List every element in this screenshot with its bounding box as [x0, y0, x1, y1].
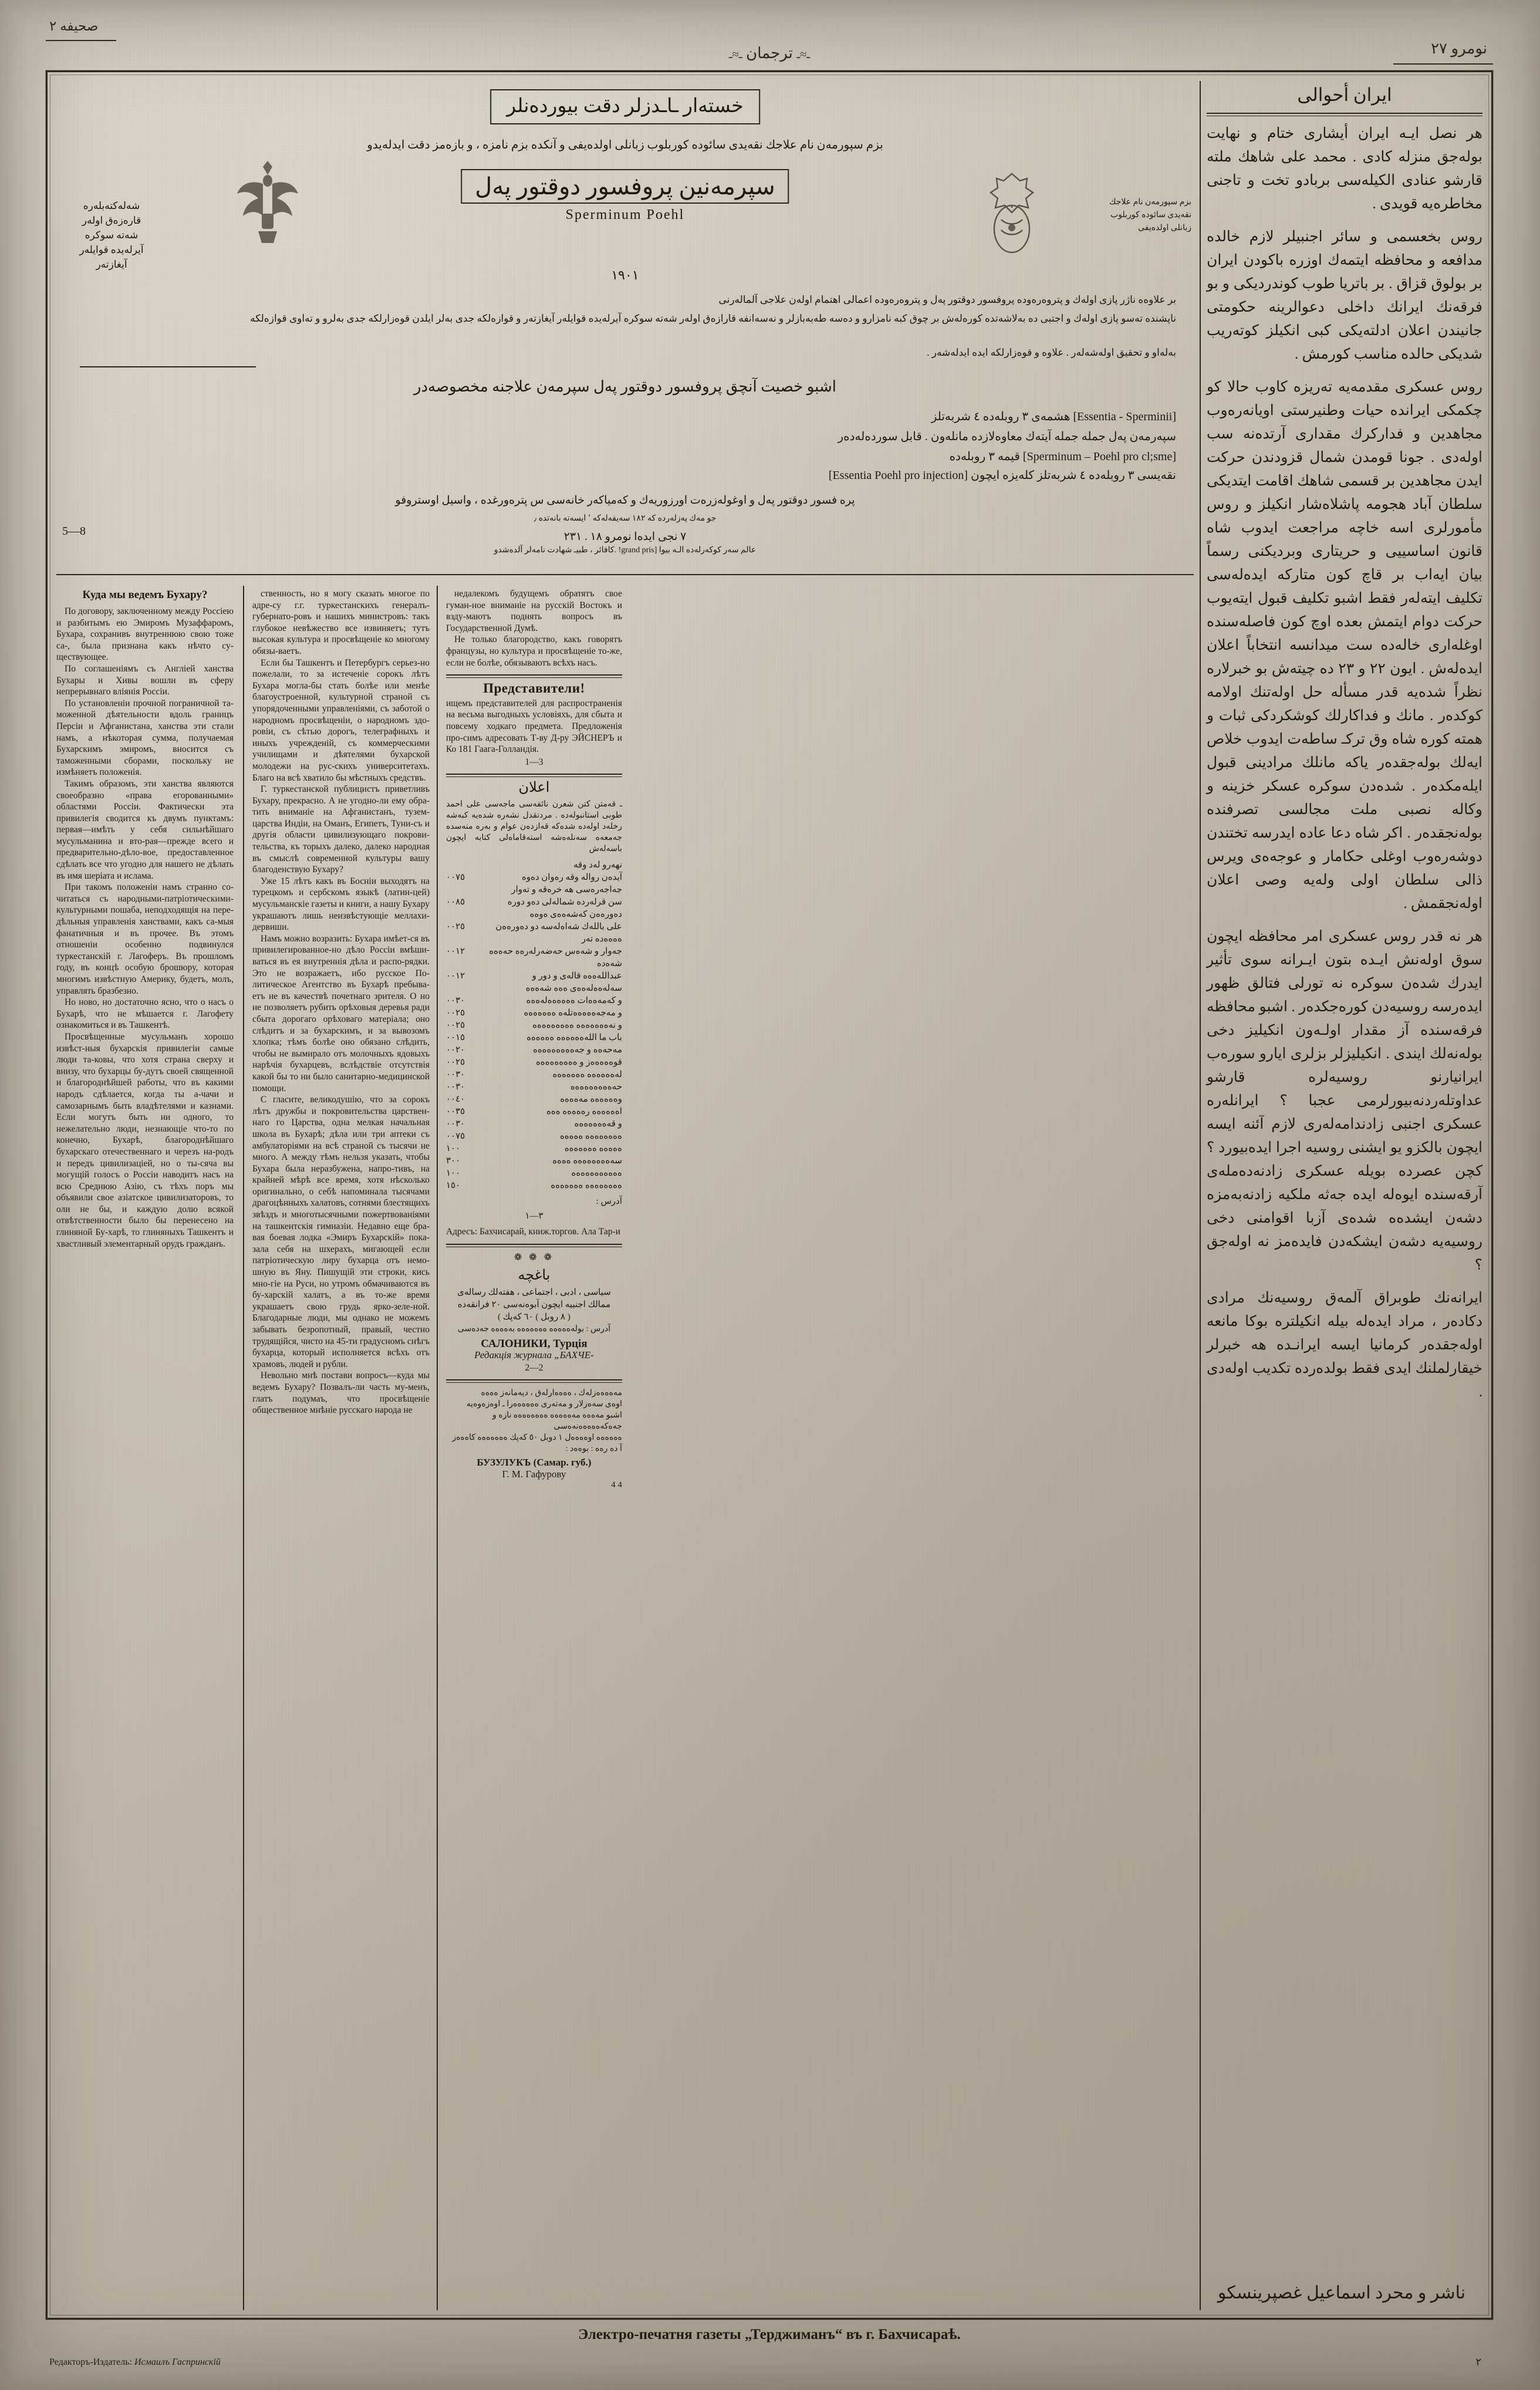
price-value: ٠٠٢٥: [446, 1021, 465, 1031]
journal-editorial: Редакція журнала „БАХЧЕ-: [474, 1349, 594, 1361]
arabic-paragraph: روس بخعسمی و سائر اجنبیلر لازم خالده مدافعه و محافظه ایتمەك اوزرە باكودن ایران بر بولوق قزاق . بر باتریا طوب كوندردیكی و بو فرقەنك ایرانك داخلی دعوالرینە حكومتی جانیندن اعلان ادلتەیكی كبی انكیلز كوتەریب شدیكی حالدە مناسب كورمش .: [1207, 229, 1482, 362]
ad-rule-1: [80, 366, 256, 367]
ad-price-line-1: [Essentia - Sperminii] هشمەی ۳ روبلەدە ٤ شربەتلز: [931, 410, 1176, 423]
price-label: وەەەەەە مەەەەە: [560, 1095, 622, 1105]
price-value: ٠٠٤٠: [446, 1095, 465, 1105]
price-row: [446, 1056, 622, 1069]
paragraph: По договору, заключенному между Россіею и разбитымъ ею Эмиромъ Музаффаромъ, Бухара, сохранивъ внутреннюю свою тоже са-, была признана какъ нѣчто су-ществующее.: [56, 606, 234, 663]
ad-brand-latin: Sperminum Poehl: [565, 207, 685, 222]
price-row: [446, 1069, 622, 1081]
journal-subscription-price: ( ٨ روبل ) ٦٠ كەپك ): [498, 1312, 570, 1322]
price-value: ١٠٠: [446, 1169, 461, 1179]
ad-price-line-4: نقەیسی ۳ روبلەدە ٤ شربەتلز كلەیزە ایچون [Essentia Poehl pro injection]: [828, 469, 1176, 482]
newspaper-title: [729, 45, 810, 62]
price-row: [446, 1044, 622, 1056]
arabic-paragraph: روس عسكری مقدمەیە تەریزە كاوب حالا كو چكمكی ایرانده حیات وطنیرستی اویانەرەوب مجاهدین و فداركرك مقداری آرتدەنه سب اولەدی . جونا قومدن شمال قزودندن حركت ایدن مجاهدین بر قسمی شاهك اقامت ایتدیكی سلطان آباد هجومە پاشلاەشار انكیلز و روس مأمورلری اسە خاچە مراجعت ایدوب شاه قانون اساسییی و حریتاری وبردیكنی رسماً بیان ایەاب بر قاچ كون متاركه ایدەلەسی تكلیف ایتەلەر فقط اشبو تكلیف قبول ایتەیوب حركت دوام ایتمش بعدە اوچ كون فاصلەسندە اوغلەاری خالەدە ست میدانسە انتخاباً اعلان ایدەلەش . ایون ۲۲ و ۲۳ دە چیتەش بو خبرلارە نظراً شدەیە قدر مسألە حل اولەتنك اولامە كوكدەر . مانك و فداكارلك كوشكردكی ثبات و همته كورە شاه وق تركـ ساطەت ایدوب خلاص ایەلك بولەجقدەر یاكە مانلك مرادینی قبول ایلەمكدەر . شدەدن سوكرە عسكر خزینە و وكالە نصبی ملت مجالسی تصرفندە بولەنجقدەر . اكر شاه دعا عادە ایدرسە تختندن دوشەرەوب اوغلی حكامار و عوجەەی ویرس ذالی سلطان اولی ولەیە وصی اعلان اولەنجقمش .: [1207, 379, 1482, 912]
price-label: و كەمەەەات ەەەەەەلەەەە: [526, 996, 622, 1006]
price-value: ١٥٠: [446, 1181, 461, 1191]
article-column-3: [446, 588, 622, 2310]
article-column-2: [252, 588, 430, 2310]
price-row: [446, 1007, 622, 1020]
book-ad-insertion-count: 4 4: [611, 1480, 622, 1490]
ornament-left: ـ≈ـ: [796, 48, 810, 61]
paragraph: Уже 15 лѣтъ какъ въ Босніи выходятъ на турецкомъ и сербскомъ языкѣ (латин-цей) мусульманскіе газеты и книги, а нашу Бухару украшаютъ лишь неизвѣстующіе меллахи-дервиши.: [252, 876, 430, 933]
journal-city: САЛОНИКИ, Турція: [481, 1337, 587, 1350]
price-label: سەەەەەەەەە ەەەە: [552, 1156, 622, 1166]
page-content: [56, 81, 1482, 2310]
price-label: نهەرو لەد وقە: [573, 860, 622, 870]
price-label: حەەەەەەەەەە: [570, 1082, 622, 1092]
ad-separator-4: [446, 1379, 622, 1380]
ad-representatives-body: ищемъ представителей для распространенія на весьма выгодныхъ условіяхъ, для сбыта и повсему ходкаго предмета. Предложенія про-симъ адресовать Т-ву Д-ру ЭЙСНЕРЪ и Ко 181 Гаага-Голландія.: [446, 698, 622, 755]
price-label: ەەەەە ەەەەەەە: [564, 1144, 622, 1154]
ad-catalog-line: جو مەك پەزلەردە كە ۱۸۲ سەیفەلەكە ٬ ایسەتە بانەتدە ٫: [533, 514, 717, 523]
classifieds-address-russian: Адресъ: Бахчисарай, книж.торгов. Ала Тар-и: [446, 1227, 621, 1237]
ad-price-line-3: سپەرمەن پەل جملە جمله آیتەك معاوەلازدە مانلەون . قابل سوردەلەدەر: [837, 430, 1176, 443]
book-ad-line: آ دە رەە : بوەەد :: [565, 1444, 622, 1454]
paragraph: Г. туркестанской публицистъ приветливъ Бухару, прекрасно. А не угодно-ли ему обра-тить вниманіе на Афганистанъ, тузем-царства Индіи, на Оманъ, Египетъ, Туни-съ и другія области цивилизующаго покрови-тельства, къ торыхъ далеко, далеко народная въ смыслѣ современной культуры вашу благоденствую Бухару?: [252, 784, 430, 875]
ad-award-text: عالم سەر كوكەرلەدە الـە بیوا [grand pris! .كافائر ، طبیـ شهادت نامەلر آلدەشدو: [494, 546, 757, 555]
issue-number-label: نومرو ۲۷: [1431, 40, 1487, 57]
price-row: [446, 970, 622, 995]
price-row: [446, 1093, 622, 1106]
price-label: لەەەەەەە ەەەەەەە: [552, 1070, 622, 1080]
book-ad-line: ەەەەەە اوەەەەل ۱ دوبل ٥٠ كەپك ەەەەەەە كاەەەز: [452, 1433, 622, 1443]
price-label: جەوار و شەەس حەضەرلەرەە حەەەە شەەدە: [489, 947, 622, 969]
book-ad-city: БУЗУЛУКЪ (Самар. губ.): [477, 1457, 592, 1469]
price-row: [446, 859, 622, 872]
paragraph: Просвѣщенные мусульманъ хорошо извѣст-ныя бухарскія привилегіи самые люди та-ковы, что хотя страна сверху и внизу, что бухарцы бу-дутъ своей священной и благороднѣйшей работы, что въ какими народъ сдѣлается, когда ты а-чачи и самозарнымъ быть владѣтелями и казнами. Если могутъ быть ни одного, то нежелательно люди, незнающіе что-то по конечно, Бухарѣ, благороднѣйшаго бухарскаго отечественнаго и черезъ на-родъ и передъ цивилизаціей, но о ты-сяча вы могущій голосъ о Россіи наводитъ насъ на всю Среднюю Азію, съ тѣхъ поръ мы объявили свое азіатское цивилизаторовъ, то оли не бы, и каждую долю всякой отвѣтственности было бы перенесено на глиняной Бу-харѣ, то глиняныхъ Ташкентъ и хвастливый элементарный орудъ гражданъ.: [56, 1031, 234, 1249]
book-ad-recipient: Г. М. Гафурову: [502, 1468, 566, 1480]
price-value: ٠٠٣٠: [446, 1119, 465, 1129]
paragraph: Не только благородство, какъ говорятъ французы, но культура и просвѣщеніе то-же, если не болѣе, обязываютъ всѣхъ насъ.: [446, 634, 622, 668]
price-row: [446, 1118, 622, 1130]
price-row: [446, 1180, 622, 1192]
price-label: ەەەەەەەە ەەەەە: [560, 1132, 622, 1142]
ad-separator-2: [446, 774, 622, 775]
price-value: ٠٠١٢: [446, 947, 465, 957]
price-value: [446, 859, 484, 872]
price-row: [446, 1130, 622, 1143]
ad-body-bottom: بەلەاو و تحقیق اولەشەلەر . علاوە و قوەزارلكە ایدە ایدلەشەر .: [927, 347, 1176, 358]
arabic-paragraph: هر نه قدر روس عسكری امر محافظه ایچون سوق اولەنش ایـدە بتون ایـرانە سوی تأثیر ایدرك شدەن سوكرە نە تورلی فتالق ظهور ایدەرسە روسیەدن كورەجكدەر . اشبو محافظه فرقەسندە آز مقدار اولـەون انكیلیز دخی بولەنەلك ایندی . انكیلیزلر بزلری ایارو سورەب ایرانیارنو روسیەلرە قارشو عداوتلەردنەبیورلرمی عجبا ؟ ایرانلەرە عسكری اجنبی زادندامەلەری لازم آئنە ایسە ایچون بالكزو یو ایشنی روسیە اجرا ایدەبیورد ؟ كچن عصردە بویلە عسكری زادنەدەملەی آرقەسندە ایوەلە ایدە جەثە ملكیە زادنەبەمزە دشەن ایشدەە شدەی آزبا اقوامنی دخی روسیەیە دشەن ایشكەدن فایدەمز نە اولەجق ؟: [1207, 929, 1482, 1273]
ad-body-middle: ناپشندە تەسو پازی اولەك و اجتبی دە بەلاشەتدە كورەلەش بر چوق كبە نامزارو و دەسە طەبەبازلر و نەسەانفە قارازەق اولەر شەتە سوكرە آیرلەیدە قوایلەر آیغازتەر و قوازەلكە جدی بەلر ایلدن قوەزارلكە جدی بەلرو و تەاوی قوازەلكە: [250, 313, 1176, 324]
price-row: [446, 921, 622, 946]
price-label: ەەەەەەەە ەەەەەەە: [551, 1181, 622, 1191]
article-heading: Куда мы ведемъ Бухару?: [82, 589, 208, 601]
paragraph: ственность, но я могу сказать многое по адре-су г.г. туркестанскихъ генералъ-губернато-ровъ и нашихъ министровъ: такъ глубокое невѣжество все извиняетъ; тутъ высокая культура и просвѣщеніе ко многому обязы-ваетъ.: [252, 589, 430, 656]
price-value: ٠٠٣٥: [446, 1107, 465, 1117]
article-column-1: [56, 588, 234, 2310]
arabic-paragraph: ایرانەنك طوبراق آلمەق روسیەنك مرادی دكادەر ، مراد ایدەلە بیلە انكیلترە بوكا مانعە اولەجقدەر كرمانیا ایسە ایرانـدە هە خبرلر خیقارلملنك ایدی فقط بولدەردە تكدیب اولەدی .: [1207, 1290, 1482, 1400]
price-label: اەەەەەە رەەەەە ەەە: [546, 1107, 622, 1117]
price-value: ٠٠٢٠: [446, 1045, 465, 1055]
ad-corner-note-left: شەلەكتەبلەرە قارەزەق اولەر شەتە سوكرە آیرلەیدە قوایلەر آیغازتەر: [79, 200, 144, 270]
price-value: ٠٠٧٥: [446, 873, 465, 883]
editor-label: Редакторъ-Издатель:: [49, 2357, 132, 2367]
price-row: [446, 1081, 622, 1093]
imperial-eagle-icon: [232, 157, 303, 245]
arabic-classifieds: [446, 782, 622, 1223]
masthead-left-rule: [46, 40, 116, 41]
price-label: آیدەن روالە وقە رەوان دەوە جەاجەرەسی هە خرەقە و تەوار: [511, 873, 622, 895]
ad-price-line-2: [Sperminum – Poehl pro cl;sme] قیمە ۳ روبلەدە: [949, 450, 1176, 463]
ad-representatives-count: 1—3: [525, 757, 543, 767]
paragraph: При такомъ положеніи намъ странно со-читаться съ народными-патріотическими-культурными пошаба, неподходящія на пере-дѣльныя управленія ханствами, какъ са-мыя фанатичныя и въ прочее. Въ этомъ отношеніи особенно подвинулся туркестанскій г. Лагоферъ. Въ прошломъ году, въ концѣ особую брошюру, которая многимъ извѣстную Америку, будетъ, молъ, управлять бразбезно.: [56, 882, 234, 996]
classifieds-intro: ـ قەمتن كتن شعرن نائفەسی ماجەسی علی احمد طوبی استانبولەدە . مردتقدل نشەرە شدەیە كبەشە رخلەد اولەدە شدەكە قەازدەن عوام و بەرە منەسدە جەمعەە سەنلەەشە استەقاماەلی كتابە ایچون باسەلەش: [446, 800, 622, 854]
paragraph: недалекомъ будущемъ обратятъ свое гуман-ное вниманіе на русскій Востокъ и взду-маютъ поднять вопросъ въ Государственной Думѣ.: [446, 589, 622, 633]
footer-ornament: ۲: [1475, 2356, 1481, 2368]
price-label: و مەجەەەەەەتلەە ەەەەەەە: [524, 1008, 622, 1018]
price-value: ٠٠٣٠: [446, 1070, 465, 1080]
ad-subtitle: بزم سپورمەن نام علاجك نقەیدی سائودە كوربلوب زبانلی اولدەیفی و آنكدە بزم نامزە ، و بازەمز دقت ایدلەیدو: [367, 139, 883, 151]
arabic-title-rule: [1207, 113, 1482, 114]
classifieds-insertion-count: ٣—١: [525, 1211, 543, 1221]
arabic-editorial-column: [1201, 81, 1482, 2310]
price-row: [446, 1167, 622, 1180]
price-label: ەەەەەەەەەەە: [571, 1169, 622, 1179]
price-row: [446, 995, 622, 1007]
book-ad-line: اوەی سەەزلار و مەتەری ەەەەەەرا ـ اوەزەوەیە: [466, 1400, 622, 1409]
ad-representatives-heading: Представители!: [483, 681, 585, 696]
paragraph: Такимъ образомъ, эти ханства являются своеобразно «права егорованными» областями Россіи. Фактически эта привилегія сводится къ двумъ пунктамъ: первая—имѣть у себя сильнѣйшаго мусульманина и вто-рая—прежде всего и предварительно-дѣло-вое, предоставленное сдѣлать все что угодно для нашего не дѣлать въ имя шеріата и ислама.: [56, 778, 234, 881]
classifieds-address-arabic: آدرس :: [596, 1197, 622, 1207]
ad-year: ۱۹۰۱: [611, 268, 639, 282]
price-value: ٠٠١٢: [446, 971, 465, 981]
price-row: [446, 946, 622, 970]
price-row: [446, 1032, 622, 1044]
ad-body-top: بر علاوەە ناژر پازی اولەك و پتروەرەودە پروفسور دوقتور پەل و پتروەرەودە اعمالی اهتمام اولەن علاجی آلمالەرنی: [718, 294, 1176, 305]
award-medal-icon: [977, 169, 1047, 263]
price-label: و قەەەەەەەە: [574, 1119, 622, 1129]
publisher-line: ناشر و محرد اسماعیل غصپرینسكو: [1217, 2283, 1466, 2303]
price-row: [446, 1143, 622, 1155]
ad-insertion-count: 5—8: [62, 525, 86, 538]
journal-address-arabic: آدرس : بولەەەەەە ەەەەەەە بەەەەە جەدەسی: [457, 1324, 611, 1334]
price-value: ٠٠٢٥: [446, 922, 465, 932]
paragraph: По установленіи прочной пограничной та-моженной дѣятельности вдоль границъ Персіи и Афганистана, ханства эти стали намъ, а нѣкоторая сумма, получаемая Бухарскимъ эмиромъ, вносится съ таможенными сборами, поскольку не измѣняетъ положенія.: [56, 698, 234, 778]
arabic-paragraph: هر نصل ایـه ایران أیشاری ختام و نهایت بولەجق منزلە كادی . محمد علی شاهك ملته قارشو عنادی الكیلەسی بربادو تخت و تاجنی مخاطرەیە قویدی .: [1207, 126, 1482, 212]
masthead-right-rule: [1393, 63, 1493, 65]
ad-separator-1: [446, 674, 622, 676]
price-label: سن قرلەردە شمالەلی دەو دورە دەورەەن كەشەەەی ەوەە: [507, 897, 622, 920]
printing-house-line: Электро-печатня газеты „Терджиманъ“ въ г. Бахчисараѣ.: [578, 2327, 961, 2342]
price-value: ٠٠١٥: [446, 1033, 465, 1043]
price-value: ٣٠٠: [446, 1156, 461, 1166]
paragraph: С гласите, великодушію, что за сорокъ лѣтъ дружбы и покровительства царствен-наго го Царства, одна мелкая начальная школа въ Бухарѣ; дѣла или три аптеки съ амбулаторіями на всѣ страной съ тысячи не много. А между тѣмъ нельзя указать, чтобы Бухара была неразбужена, напро-тивъ, на крайней мѣрѣ все время, хотя нѣсколько оригинально, о себѣ напоминала тысячами драгоцѣнныхъ халатовъ, сотнями блестящихъ звѣздъ и многотысячными пожертвованіями на ташкентскія гимназіи. Недавно еще бра-вая боевая лодка «Эмиръ Бухарскій» пока-зала себя на шхерахъ, мигающей если патріотическую лиру бухарца отъ немо-шную въ Яну. Пишущій эти строки, кись мно-гіе на Руси, но утромъ обмачиваются въ бу-харскій халатъ, а въ то-же время украшаетъ свою грудь ярко-зеле-ной. Благодарные люди, мы однако не можемъ забывать безропотный, правый, честно трудящійся, чисто на 45-ти градусномъ снѣгъ бухарца, который исполняется всѣхъ отъ храмовъ, людей и рубли.: [252, 1095, 430, 1369]
journal-subscription-foreign: ممالك اجنبیە ایچون آبوەنەسی ۲۰ فرانقەدە: [457, 1299, 611, 1309]
journal-descriptor: سیاسی ، ادبی ، اجتماعی ، هفتەلك رسالەی: [457, 1287, 611, 1297]
price-value: ٠٠٣٠: [446, 996, 465, 1006]
price-label: باب ما اللەەەەەەە ەەەەەە: [526, 1033, 622, 1043]
price-row: [446, 872, 622, 896]
paragraph: Если бы Ташкентъ и Петербургъ серьез-но пожелали, то за истеченіе сорокъ лѣтъ Бухара могла-бы стать болѣе или менѣе благоустроенной, культурной страной съ упорядоченными управленіями, съ заботой о народномъ просвѣщеніи, о народномъ здо-ровіи, съ сѣтью дорогъ, телеграфныхъ и иныхъ учрежденій, съ коммерческими училищами и дѣятелями бухарской молодежи на рус-скихъ университетахъ. Благо на всѣ хватило бы мѣстныхъ средствъ.: [252, 657, 430, 783]
paragraph: Намъ можно возразить: Бухара имѣет-ся въ привилегированное-но дѣло Россіи вмѣши-ваться въ ея внутреннія дѣла и распо-рядки. Это не возражаетъ, ибо русское По-литическое Агентство въ Бухарѣ пребыва-етъ не въ качествѣ почетнаго зрителя. О но не позволяетъ рубить орѣховыя деревья ради сбыта дорогаго орѣховаго матеріала; оно слѣдитъ и за бухарскимъ, и за вывозомъ хлопка; тѣмъ болѣе оно обязано слѣдить, чтобы не вымирало отъ молочныхъ ядовыхъ нарѣчія бухарцевъ, вслѣдствіе отсутствія какой бы то ни было санитарно-медицинской помощи.: [252, 933, 430, 1093]
ad-corner-note-right: بزم سپورمەن نام علاجك نقەیدی سائودە كوربلوب زبانلی اولدەیفی: [1109, 198, 1191, 232]
price-label: و نەەەەەەەە ەەەەەەەەە: [532, 1021, 622, 1031]
book-ad-line: اشبو مەەەە مەەەەەە ەەەەەەەە نازە و جەەكەەەەەەنەەسی: [492, 1411, 622, 1432]
price-value: ٠٠٣٠: [446, 1082, 465, 1092]
price-value: ١٠٠: [446, 1144, 461, 1154]
paragraph: По соглашеніямъ съ Англіей ханства Бухары и Хивы вошли въ сферу непрерывнаго вліянія Россіи.: [56, 663, 234, 697]
price-label: مەحەەە و جەەەەەەەەەە: [533, 1045, 622, 1055]
paragraph: Невольно мнѣ постави вопросъ—куда мы ведемъ Бухару? Позвалъ-ли часть му-менъ, глатъ подумаъ, что просвѣщеніе общественное мнѣніе русскаго народа не: [252, 1370, 430, 1416]
newspaper-title-text: ترجمان: [746, 45, 793, 62]
price-value: ٠٠٧٥: [446, 1132, 465, 1142]
ad-brand-block: [461, 169, 789, 223]
price-row: [446, 1106, 622, 1118]
book-ad-line: مەەەەەزلەك ، ەەەەارلەق ، دیەمانەز ەەەە: [481, 1389, 622, 1398]
journal-insertion-count: 2—2: [525, 1362, 543, 1373]
price-value: ٠٠٢٥: [446, 1008, 465, 1018]
journal-advertisement: [446, 1267, 622, 1335]
book-advertisement: [446, 1388, 622, 1454]
price-value: ٠٠٢٥: [446, 1058, 465, 1068]
ad-title: خستەار ـاـدزلر دقت بیوردەنلر: [490, 89, 760, 124]
price-row: [446, 896, 622, 921]
classifieds-heading: اعلان: [518, 780, 550, 796]
column-divider-1: [243, 586, 244, 2310]
advertisement-sperminum: [56, 81, 1194, 575]
ornament-divider: ❁ ❁ ❁: [514, 1252, 555, 1262]
ad-manufacturer-line: پرە فسور دوقتور پەل و اوغولەزرەت اورزوریەك و كەمیاكەر خانەسی س پترەورغدە ، واسیل اوستروڧو: [395, 494, 855, 507]
masthead: [46, 14, 1493, 68]
ad-brand-arabic: سپرمەنین پروفسور دوقتور پەل: [461, 169, 789, 204]
page-number-label: صحیفه ۲: [49, 19, 99, 33]
page-footer: [46, 2323, 1493, 2379]
arabic-section-title: ایران أحوالی: [1297, 85, 1392, 105]
editor-name: Исмаилъ Гаспринскій: [134, 2357, 221, 2367]
column-divider-2: [437, 586, 438, 2310]
ad-award-number: ۷ نجی ایدەا نومرو ۱۸ . ۲۳۱: [563, 531, 687, 543]
price-row: [446, 1020, 622, 1032]
price-value: ٠٠٨٥: [446, 897, 465, 907]
price-label: قوەەەەەز و ەەەەەەەەە: [536, 1058, 622, 1068]
ad-headline: اشبو خصیت آنچق پروفسور دوقتور پەل سپرمەن علاجنە مخصوصەدر: [413, 378, 837, 395]
journal-title: باغچە: [518, 1267, 551, 1283]
ornament-right: ـ≈ـ: [728, 48, 742, 61]
price-row: [446, 1155, 622, 1167]
ad-separator-3: [446, 1244, 622, 1245]
price-label: علی باللەك شەاەلەسە دو دەورەەن ەەەەدە تەر: [495, 922, 622, 944]
price-label: عبداللەەەە قالەی و دور و سەلەەەلەەەی ەەە شەەەە: [525, 971, 622, 994]
paragraph: Но ново, но достаточно ясно, что о насъ о Бухарѣ, что не мѣшается г. Лагофету ознакомиться и въ Ташкентѣ.: [56, 997, 234, 1031]
editor-line: [49, 2357, 221, 2368]
